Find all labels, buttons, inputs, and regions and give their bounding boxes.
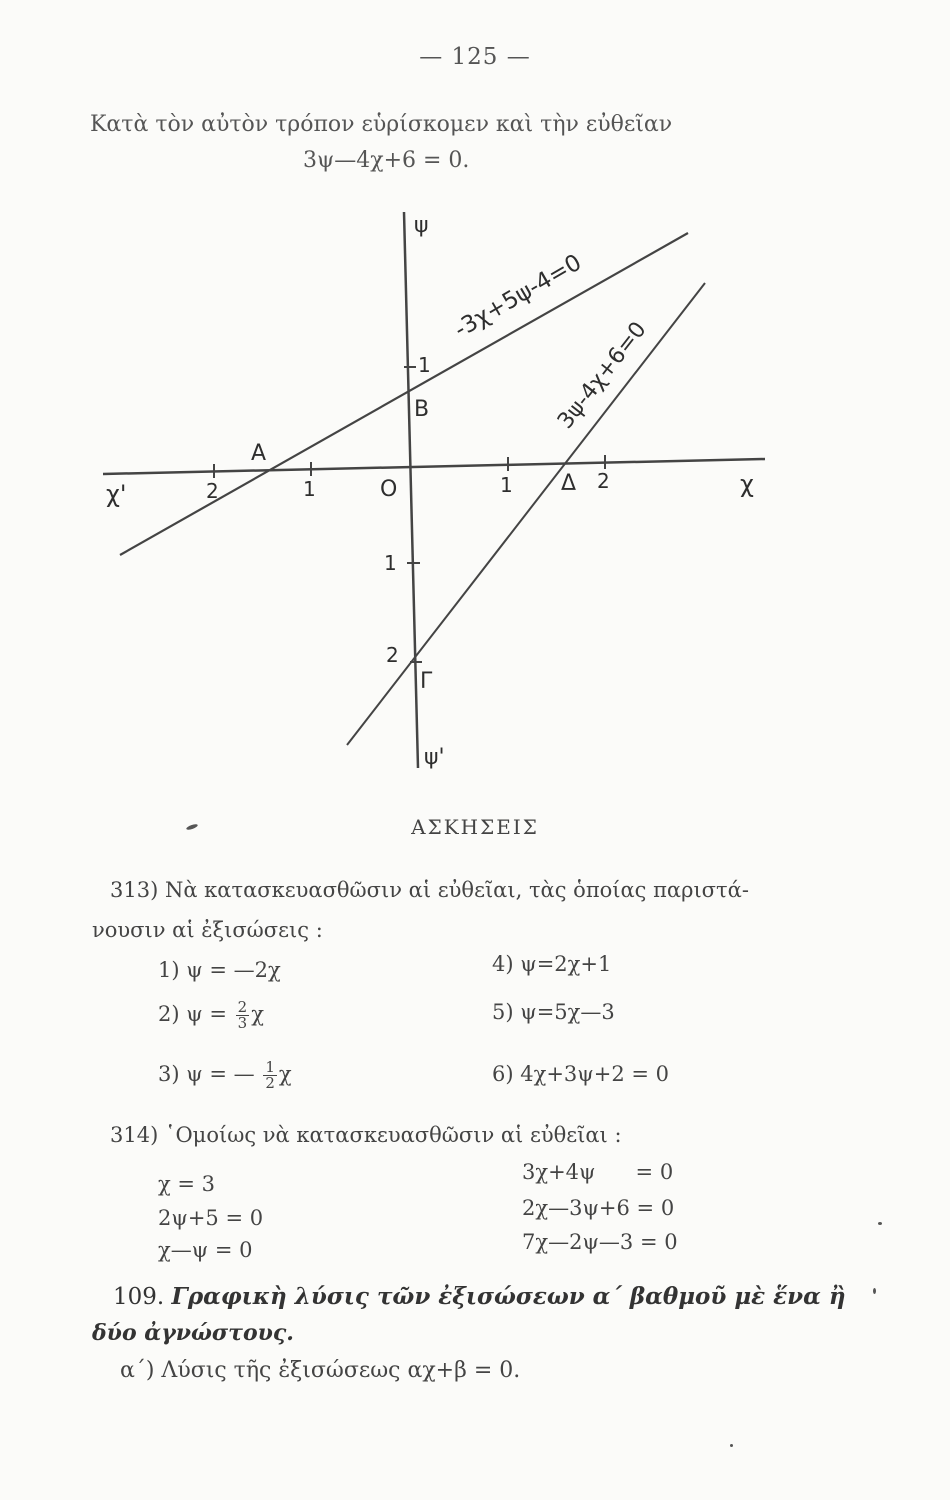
- fraction-denominator: 3: [237, 1014, 248, 1032]
- ex313-item-2-prefix: 2) ψ =: [158, 1002, 227, 1026]
- intro-equation: 3ψ—4χ+6 = 0.: [303, 148, 470, 173]
- ex313-item-3-prefix: 3) ψ = —: [158, 1062, 255, 1086]
- ex313-line2: νουσιν αἱ ἐξισώσεις :: [92, 918, 323, 942]
- exercises-heading: ΑΣΚΗΣΕΙΣ: [411, 815, 539, 839]
- ink-speck: [730, 1444, 733, 1447]
- y-axis: [404, 212, 418, 768]
- point-b-label: B: [414, 397, 430, 422]
- ex314-line: 314) ῾Ομοίως νὰ κατασκευασθῶσιν αἱ εὐθεῖαι :: [110, 1123, 622, 1147]
- ex313-item-3-fraction: [263, 1060, 277, 1091]
- ex314-item-a3: χ—ψ = 0: [158, 1238, 253, 1262]
- fraction-denominator: 2: [265, 1074, 275, 1092]
- ex313-item-3-suffix: χ: [278, 1062, 292, 1086]
- tick-x-pos2-label: 2: [597, 469, 610, 493]
- tick-x-neg2-label: 2: [206, 479, 219, 503]
- section-number: 109.: [113, 1284, 165, 1310]
- tick-y-neg1-label: 1: [384, 551, 397, 575]
- line-2-label: 3ψ-4χ+6=0: [553, 317, 652, 434]
- ex313-item-2-fraction: [236, 1000, 250, 1031]
- tick-y-neg2-label: 2: [386, 643, 399, 667]
- origin-label: O: [380, 477, 398, 502]
- ex314-item-b2: 2χ—3ψ+6 = 0: [522, 1196, 675, 1220]
- point-d-label: Δ: [561, 471, 577, 496]
- line-1-label: -3χ+5ψ-4=0: [450, 249, 587, 344]
- page-number: — 125 —: [419, 44, 531, 70]
- ex313-item-4: 4) ψ=2χ+1: [492, 952, 612, 976]
- ex314-item-a1: χ = 3: [158, 1172, 216, 1196]
- section-title-line1: Γραφικὴ λύσις τῶν ἐξισώσεων α΄ βαθμοῦ μὲ ἕνα ἢ: [171, 1283, 846, 1310]
- fraction-numerator: 2: [237, 998, 248, 1016]
- ex314-item-b1: 3χ+4ψ = 0: [522, 1160, 674, 1184]
- ex313-item-6: 6) 4χ+3ψ+2 = 0: [492, 1062, 670, 1086]
- axis-x-right-label: χ: [740, 470, 754, 498]
- section-title-line2: δύο ἀγνώστους.: [92, 1320, 294, 1346]
- axis-y-bottom-label: ψ': [424, 745, 445, 770]
- ex314-item-b3: 7χ—2ψ—3 = 0: [522, 1230, 678, 1254]
- axis-y-top-label: ψ: [414, 213, 429, 238]
- ex313-item-5: 5) ψ=5χ—3: [492, 1000, 615, 1024]
- ex313-item-3: [158, 1060, 292, 1091]
- coordinate-figure: [0, 200, 950, 780]
- ex313-item-2: [158, 1000, 264, 1031]
- ex313-item-1: 1) ψ = —2χ: [158, 958, 281, 982]
- ex314-item-a2: 2ψ+5 = 0: [158, 1206, 264, 1230]
- subsection-title: α΄) Λύσις τῆς ἐξισώσεως αχ+β = 0.: [120, 1358, 521, 1383]
- ink-speck: [873, 1288, 876, 1294]
- tick-x-pos1-label: 1: [500, 473, 513, 497]
- tick-y-pos1-label: 1: [418, 353, 431, 377]
- axis-x-left-label: χ': [106, 480, 127, 508]
- tick-x-neg1-label: 1: [303, 477, 316, 501]
- fraction-numerator: 1: [265, 1058, 275, 1076]
- ex313-line1: 313) Νὰ κατασκευασθῶσιν αἱ εὐθεῖαι, τὰς ὁποίας παριστά-: [110, 878, 749, 902]
- ink-speck: [878, 1222, 882, 1225]
- ex313-item-2-suffix: χ: [251, 1002, 264, 1026]
- section-heading: [113, 1283, 846, 1310]
- x-axis: [103, 459, 765, 474]
- line-2: [347, 283, 705, 745]
- intro-text: Κατὰ τὸν αὐτὸν τρόπον εὑρίσκομεν καὶ τὴν εὐθεῖαν: [90, 112, 673, 137]
- point-a-label: A: [251, 441, 267, 466]
- point-g-label: Γ: [420, 669, 433, 694]
